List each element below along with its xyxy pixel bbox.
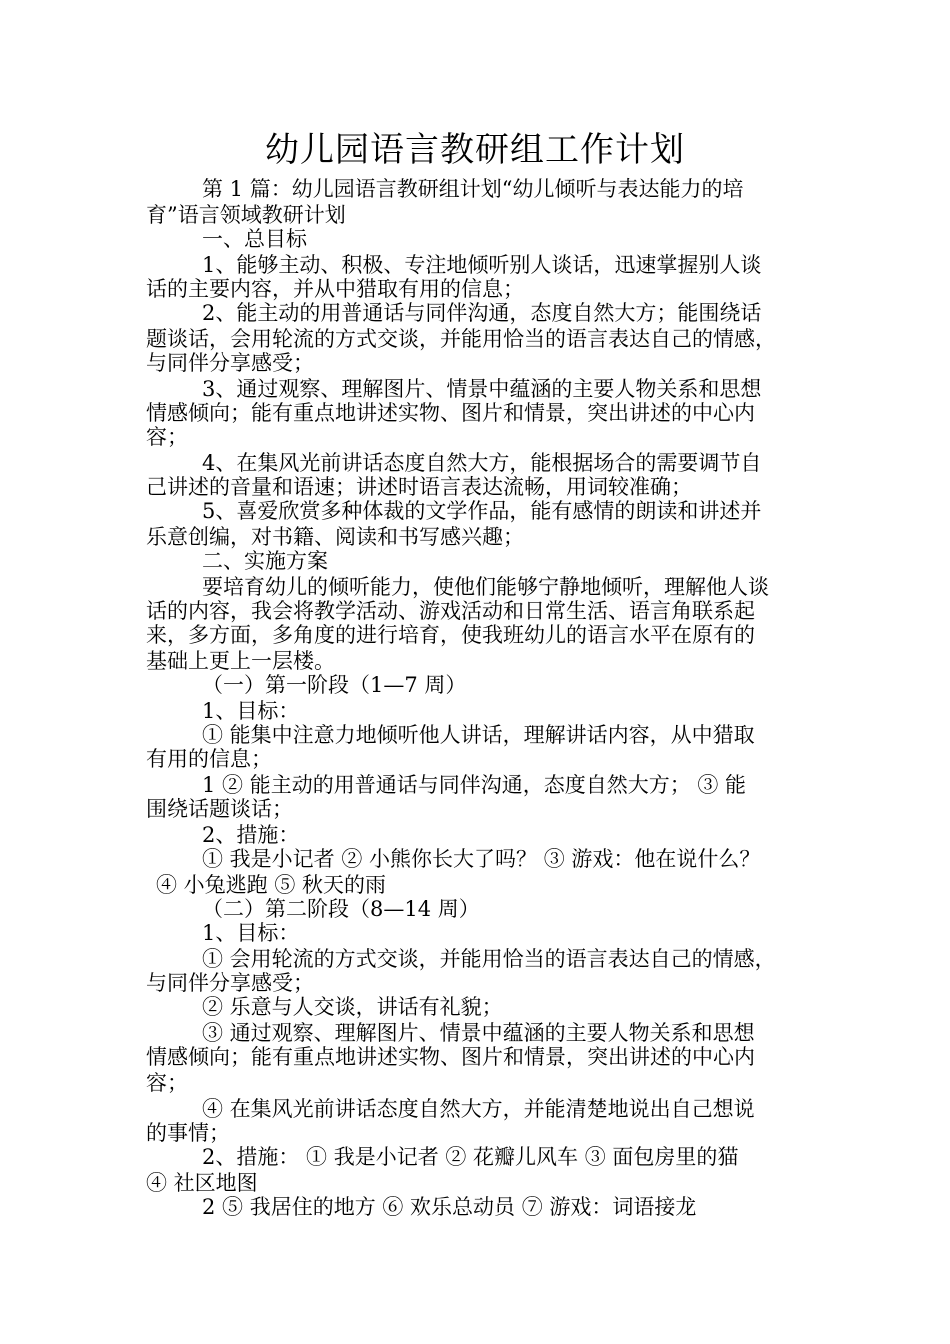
text-line: ④ 小兔逃跑 ⑤ 秋天的雨 (156, 873, 387, 897)
text-line: 来，多方面，多角度的进行培育，使我班幼儿的语言水平在原有的 (146, 623, 755, 647)
text-line: 的事情； (146, 1121, 230, 1145)
subsection-heading: （二）第二阶段（8—14 周） (202, 897, 480, 921)
text-line: 第 1 篇：幼儿园语言教研组计划“幼儿倾听与表达能力的培 (202, 177, 744, 201)
text-line: ① 会用轮流的方式交谈，并能用恰当的语言表达自己的情感， (202, 947, 776, 971)
section-heading: 一、总目标 (202, 227, 307, 251)
section-heading: 二、实施方案 (202, 549, 328, 573)
text-line: ③ 通过观察、理解图片、情景中蕴涵的主要人物关系和思想 (202, 1021, 755, 1045)
text-line: 话的主要内容，并从中猎取有用的信息； (146, 277, 524, 301)
text-line: 1、目标： (202, 921, 300, 945)
text-line: 围绕话题谈话； (146, 797, 293, 821)
text-line: ① 能集中注意力地倾听他人讲话，理解讲话内容，从中猎取 (202, 723, 755, 747)
text-line: 5、喜爱欣赏多种体裁的文学作品，能有感情的朗读和讲述并 (202, 499, 762, 523)
text-line: 2、措施： (202, 823, 300, 847)
text-line: 2 ⑤ 我居住的地方 ⑥ 欢乐总动员 ⑦ 游戏：词语接龙 (202, 1195, 697, 1219)
text-line: 1、能够主动、积极、专注地倾听别人谈话，迅速掌握别人谈 (202, 253, 762, 277)
text-line: 与同伴分享感受； (146, 351, 314, 375)
text-line: ④ 社区地图 (146, 1171, 258, 1195)
text-line: 1 ② 能主动的用普通话与同伴沟通，态度自然大方； ③ 能 (202, 773, 747, 797)
text-line: 1、目标： (202, 699, 300, 723)
text-line: 乐意创编，对书籍、阅读和书写感兴趣； (146, 525, 524, 549)
text-line: ④ 在集风光前讲话态度自然大方，并能清楚地说出自己想说 (202, 1097, 755, 1121)
text-line: 己讲述的音量和语速；讲述时语言表达流畅，用词较准确； (146, 475, 692, 499)
text-line: 2、能主动的用普通话与同伴沟通，态度自然大方；能围绕话 (202, 301, 762, 325)
text-line: 育”语言领域教研计划 (146, 203, 346, 227)
text-line: 话的内容，我会将教学活动、游戏活动和日常生活、语言角联系起 (146, 599, 755, 623)
text-line: 3、通过观察、理解图片、情景中蕴涵的主要人物关系和思想 (202, 377, 762, 401)
subsection-heading: （一）第一阶段（1—7 周） (202, 673, 467, 697)
text-line: 与同伴分享感受； (146, 971, 314, 995)
text-line: 基础上更上一层楼。 (146, 649, 335, 673)
text-line: 2、措施： ① 我是小记者 ② 花瓣儿风车 ③ 面包房里的猫 (202, 1145, 739, 1169)
text-line: 题谈话，会用轮流的方式交谈，并能用恰当的语言表达自己的情感， (146, 327, 776, 351)
text-line: ① 我是小记者 ② 小熊你长大了吗？ ③ 游戏：他在说什么？ (202, 847, 761, 871)
text-line: 情感倾向；能有重点地讲述实物、图片和情景，突出讲述的中心内 (146, 1045, 755, 1069)
text-line: 容； (146, 425, 188, 449)
text-line: 4、在集风光前讲话态度自然大方，能根据场合的需要调节自 (202, 451, 762, 475)
text-line: 情感倾向；能有重点地讲述实物、图片和情景，突出讲述的中心内 (146, 401, 755, 425)
text-line: 要培育幼儿的倾听能力，使他们能够宁静地倾听，理解他人谈 (202, 575, 769, 599)
text-line: 容； (146, 1071, 188, 1095)
text-line: ② 乐意与人交谈，讲话有礼貌； (202, 995, 503, 1019)
text-line: 有用的信息； (146, 747, 272, 771)
document-title: 幼儿园语言教研组工作计划 (265, 130, 685, 170)
